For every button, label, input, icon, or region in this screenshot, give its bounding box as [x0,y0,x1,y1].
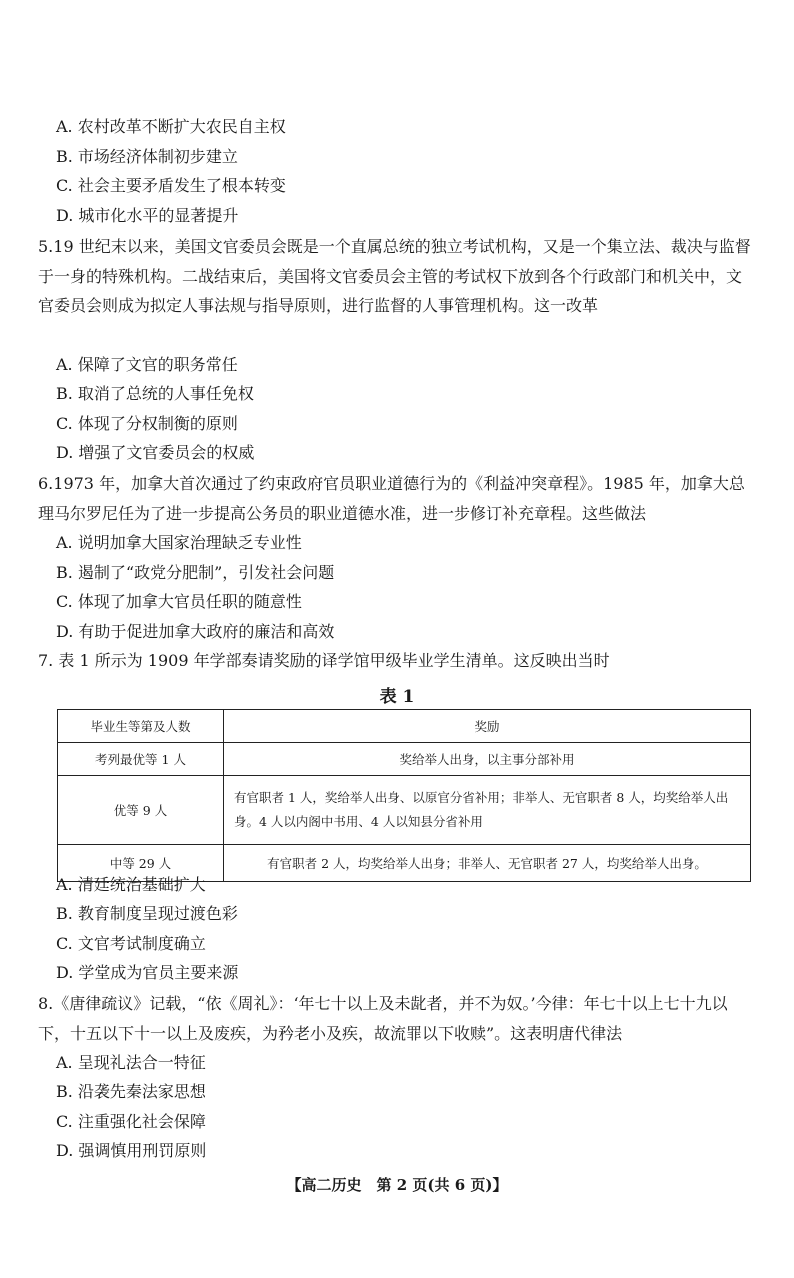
q7-option-c: C. 文官考试制度确立 [56,934,206,953]
q5-option-c: C. 体现了分权制衡的原则 [56,414,238,433]
table-cell: 中等 29 人 [58,845,224,882]
q7-option-a: A. 清廷统治基础扩大 [56,875,206,894]
table-cell: 奖给举人出身，以主事分部补用 [224,743,751,776]
q8-option-a: A. 呈现礼法合一特征 [56,1053,206,1072]
q4-option-d: D. 城市化水平的显著提升 [56,206,239,225]
q6-option-c: C. 体现了加拿大官员任职的随意性 [56,592,302,611]
q4-option-c: C. 社会主要矛盾发生了根本转变 [56,176,286,195]
q6-stem: 6.1973 年，加拿大首次通过了约束政府官员职业道德行为的《利益冲突章程》。1985 年，加拿大总理马尔罗尼任为了进一步提高公务员的职业道德水准，进一步修订补充章程。这些做法 [38,474,745,523]
table-cell: 有官职者 2 人，均奖给举人出身；非举人、无官职者 27 人，均奖给举人出身。 [224,845,751,882]
q7-option-d: D. 学堂成为官员主要来源 [56,963,239,982]
q4-option-b: B. 市场经济体制初步建立 [56,147,238,166]
q8-stem: 8.《唐律疏议》记载，“依《周礼》：‘年七十以上及未龀者，并不为奴。’今律：年七十以上七十九以下，十五以下十一以上及废疾，为矜老小及疾，故流罪以下收赎”。这表明唐代律法 [38,994,728,1043]
q6-option-d: D. 有助于促进加拿大政府的廉洁和高效 [56,622,335,641]
table-title: 表 1 [379,687,415,707]
table-header-cell: 奖励 [224,710,751,743]
q5-option-b: B. 取消了总统的人事任免权 [56,384,254,403]
q5-option-d: D. 增强了文官委员会的权威 [56,443,255,462]
q8-option-b: B. 沿袭先秦法家思想 [56,1082,206,1101]
q8-option-d: D. 强调慎用刑罚原则 [56,1141,207,1160]
q6-option-a: A. 说明加拿大国家治理缺乏专业性 [56,533,302,552]
q8-option-c: C. 注重强化社会保障 [56,1112,206,1131]
table-cell: 有官职者 1 人，奖给举人出身、以原官分省补用；非举人、无官职者 8 人，均奖给举人出身。4 人以内阁中书用、4 人以知县分省补用 [224,776,751,845]
table-cell: 考列最优等 1 人 [58,743,224,776]
q5-option-a: A. 保障了文官的职务常任 [56,355,238,374]
table-header-row [58,710,751,743]
table-row [58,743,751,776]
table-row [58,776,751,845]
page-footer: 【高二历史 第 2 页(共 6 页)】 [286,1176,508,1194]
q5-stem: 5.19 世纪末以来，美国文官委员会既是一个直属总统的独立考试机构，又是一个集立法、裁决与监督于一身的特殊机构。二战结束后，美国将文官委员会主管的考试权下放到各个行政部门和机关中，文官委员会则成为拟定人事法规与指导原则，进行监督的人事管理机构。这一改革 [38,237,751,315]
q7-stem: 7. 表 1 所示为 1909 年学部奏请奖励的译学馆甲级毕业学生清单。这反映出当时 [38,651,610,670]
table-cell: 优等 9 人 [58,776,224,845]
q7-option-b: B. 教育制度呈现过渡色彩 [56,904,238,923]
q6-option-b: B. 遏制了“政党分肥制”，引发社会问题 [56,563,335,582]
table-header-cell: 毕业生等第及人数 [58,710,224,743]
q4-option-a: A. 农村改革不断扩大农民自主权 [56,117,286,136]
award-table [57,709,751,882]
